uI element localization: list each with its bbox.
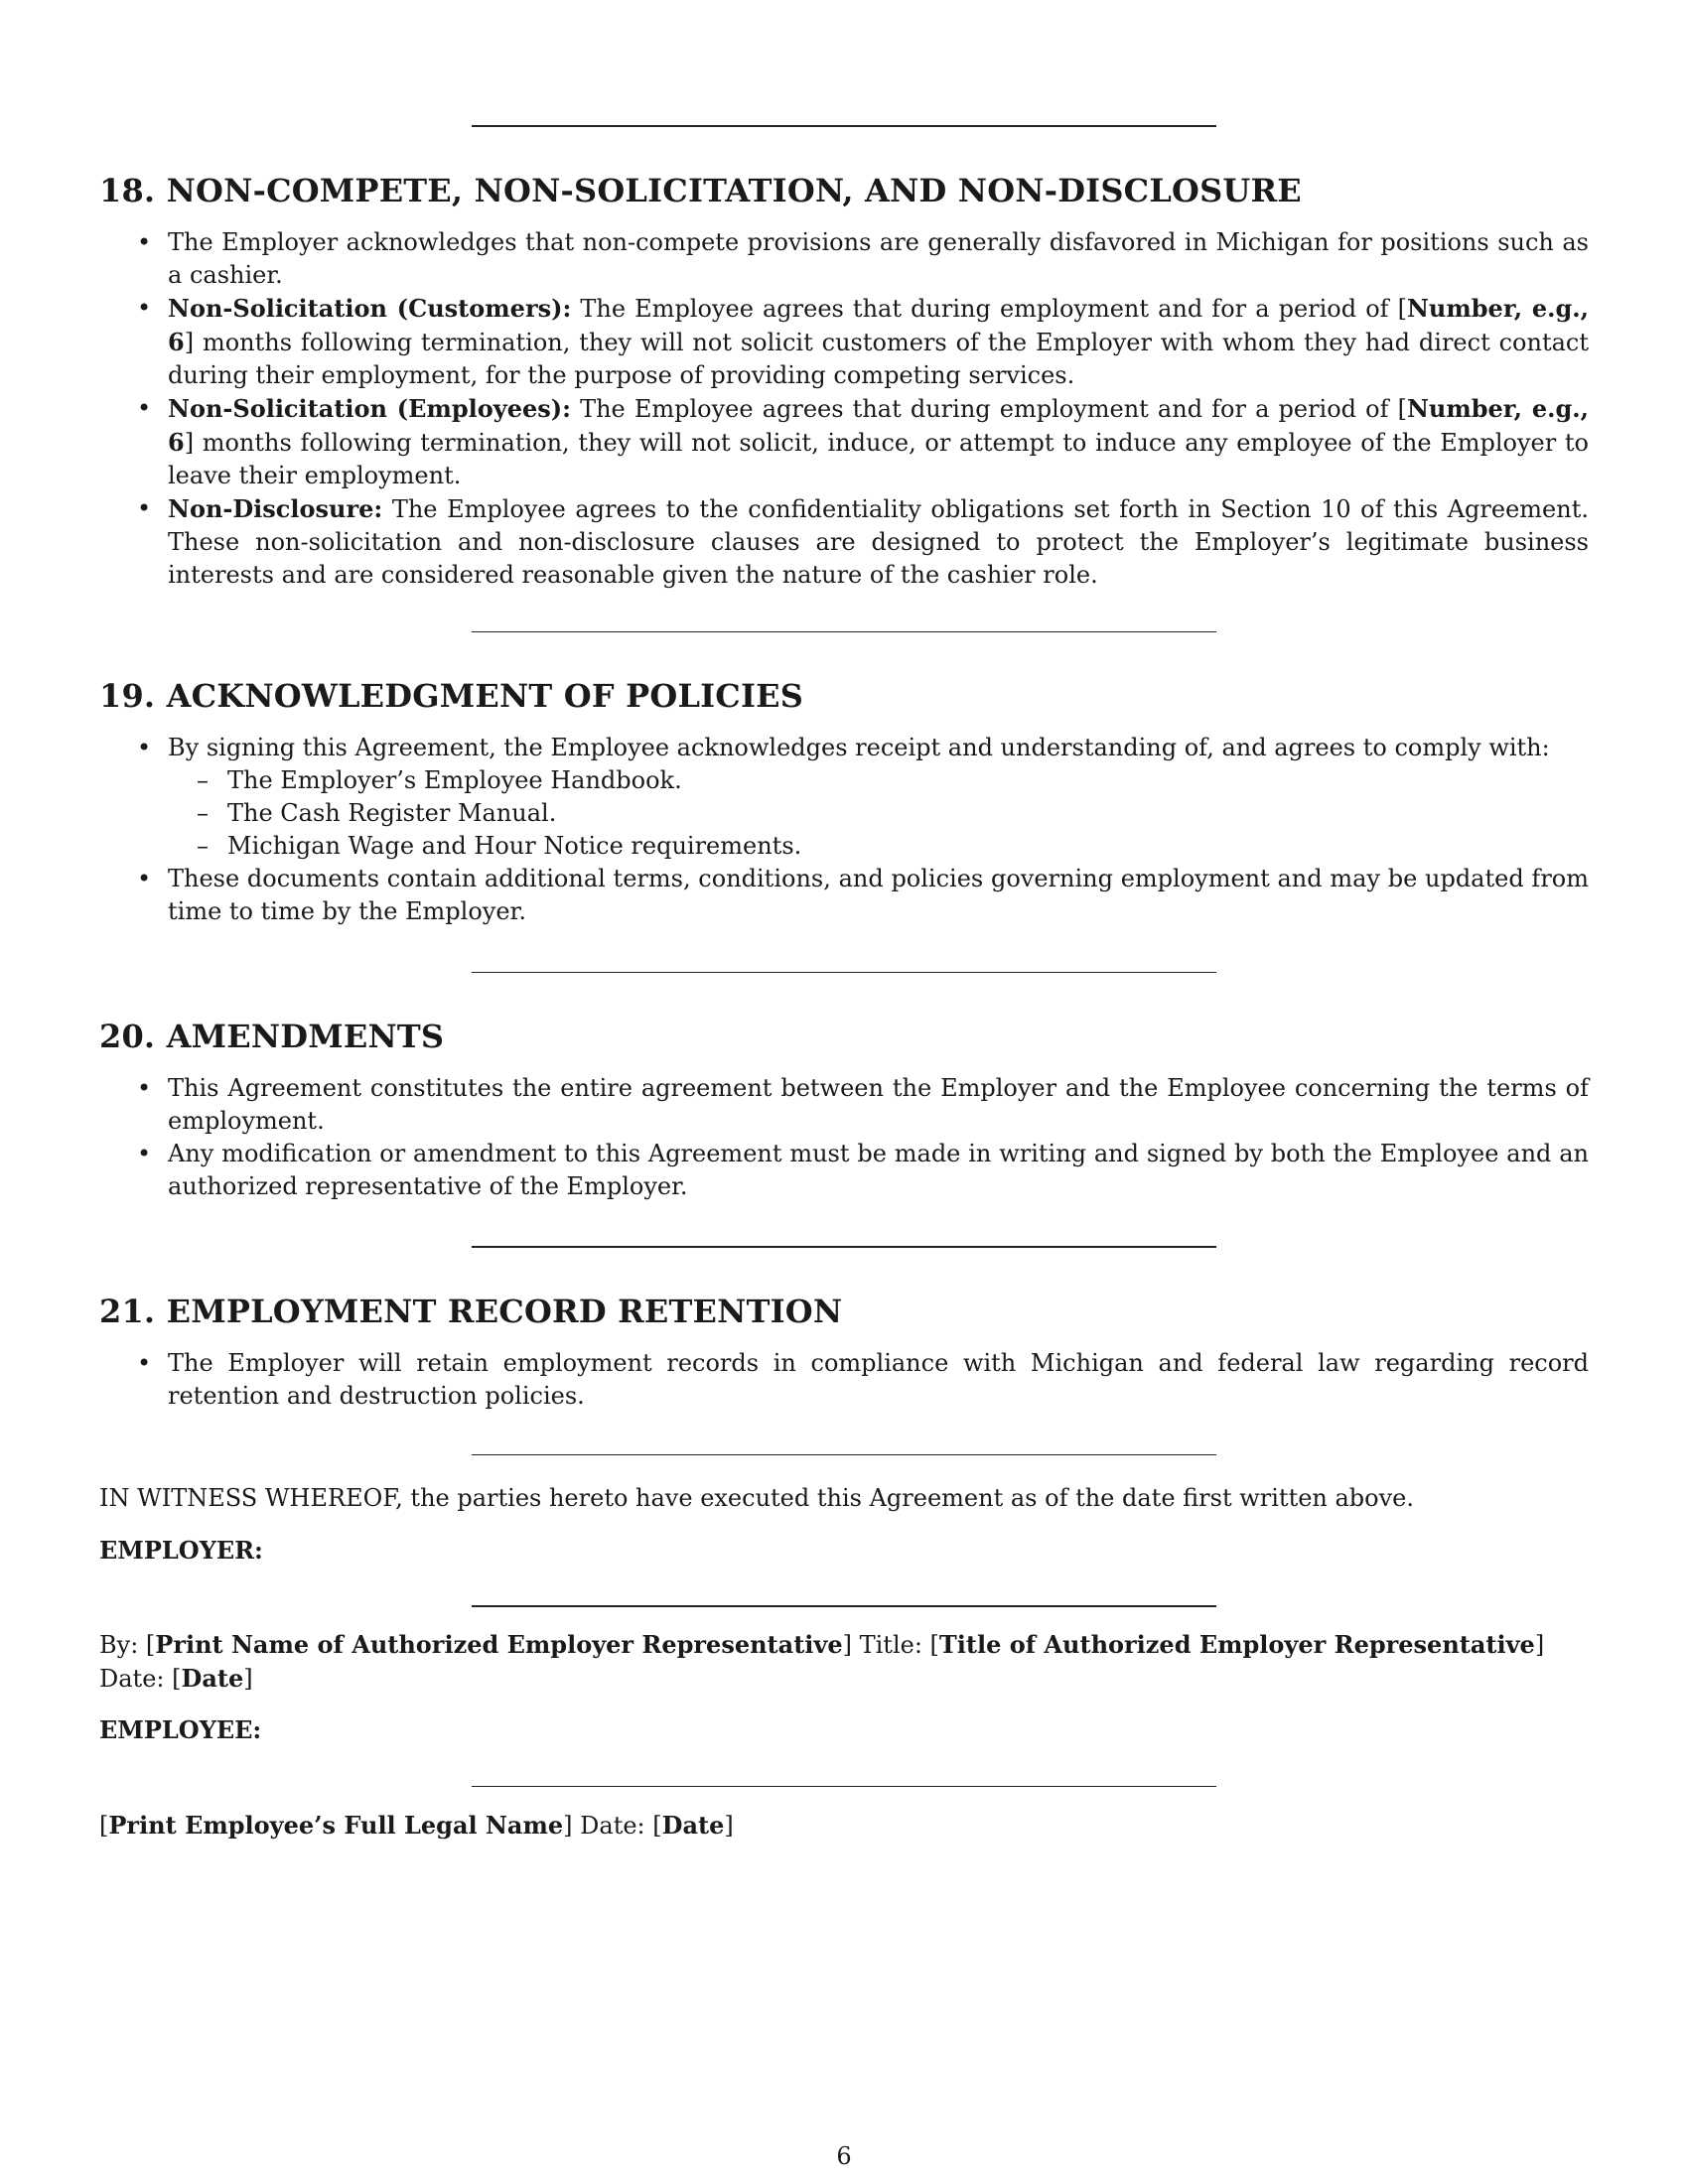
section-divider — [472, 1454, 1216, 1455]
employer-name-placeholder: Print Name of Authorized Employer Representative — [155, 1630, 843, 1659]
placeholder-field: Number, e.g., 6 — [168, 394, 1589, 457]
employer-signature-line — [472, 1605, 1216, 1607]
list-item — [99, 1138, 1589, 1203]
list-item — [99, 226, 1589, 292]
list-item — [99, 732, 1589, 863]
list-item — [99, 863, 1589, 928]
employee-label: EMPLOYEE: — [99, 1715, 262, 1744]
sub-list-item: – The Cash Register Manual. — [168, 797, 1589, 830]
sub-list-item: – Michigan Wage and Hour Notice requirements. — [168, 830, 1589, 863]
section-divider — [472, 631, 1216, 632]
employer-signature-block: By: [Print Name of Authorized Employer Representative] Title: [Title of Authorized Employer Representative] Date: [Date] — [99, 1630, 1545, 1693]
employee-signature-line — [472, 1786, 1216, 1787]
bullet-text: Any modification or amendment to this Agreement must be made in writing and signed by both the Employee and an authorized representative of the Employer. — [168, 1140, 1589, 1200]
employee-signature-block: [Print Employee’s Full Legal Name] Date: [Date] — [99, 1811, 734, 1840]
bullet-text: ] months following termination, they will not solicit, induce, or attempt to induce any employee of the Employer to leave their employment. — [168, 429, 1589, 489]
section-21-heading: 21. EMPLOYMENT RECORD RETENTION — [99, 1293, 843, 1330]
bullet-text: The Employee agrees that during employment and for a period of [ — [570, 395, 1407, 423]
section-21-list — [99, 1347, 1589, 1413]
sub-list — [168, 764, 1589, 863]
bullet-text: ] months following termination, they will not solicit customers of the Employer with whom they had direct contact during their employment, for the purpose of providing competing services. — [168, 329, 1589, 389]
section-18-list — [99, 226, 1589, 592]
bullet-text: By signing this Agreement, the Employee acknowledges receipt and understanding of, and agrees to comply with: — [168, 734, 1550, 761]
bullet-text: The Employee agrees that during employment and for a period of [ — [571, 295, 1407, 323]
list-item — [99, 292, 1589, 392]
bullet-text: These documents contain additional terms, conditions, and policies governing employment and may be updated from time to time by the Employer. — [168, 865, 1589, 925]
date-label: Date: — [572, 1812, 653, 1840]
clause-label: Non-Solicitation (Customers): — [168, 294, 572, 323]
employer-label: EMPLOYER: — [99, 1536, 263, 1565]
list-item — [99, 1072, 1589, 1138]
clause-label: Non-Solicitation (Employees): — [168, 394, 571, 423]
section-20-heading: 20. AMENDMENTS — [99, 1018, 445, 1055]
date-label: Date: — [99, 1665, 173, 1693]
section-divider — [472, 972, 1216, 973]
section-20-list — [99, 1072, 1589, 1203]
bullet-text: The Employer will retain employment records in compliance with Michigan and federal law regarding record retention and destruction policies. — [168, 1349, 1589, 1410]
section-18-heading: 18. NON-COMPETE, NON-SOLICITATION, AND NON-DISCLOSURE — [99, 172, 1302, 209]
employee-date-placeholder: Date — [661, 1811, 725, 1840]
clause-label: Non-Disclosure: — [168, 494, 383, 523]
title-label: Title: — [851, 1631, 930, 1659]
bullet-text: This Agreement constitutes the entire agreement between the Employer and the Employee concerning the terms of employment. — [168, 1074, 1589, 1135]
page-number: 6 — [836, 2142, 852, 2170]
by-label: By: — [99, 1631, 146, 1659]
witness-statement: IN WITNESS WHEREOF, the parties hereto have executed this Agreement as of the date first written above. — [99, 1484, 1415, 1512]
section-divider — [472, 1246, 1216, 1248]
employer-date-placeholder: Date — [181, 1664, 244, 1693]
section-19-list — [99, 732, 1589, 928]
section-divider — [472, 125, 1216, 127]
placeholder-field: Number, e.g., 6 — [168, 294, 1589, 356]
list-item — [99, 1347, 1589, 1413]
bullet-text: The Employer acknowledges that non-compete provisions are generally disfavored in Michigan for positions such as a cashier. — [168, 228, 1589, 289]
list-item — [99, 392, 1589, 492]
employer-title-placeholder: Title of Authorized Employer Representative — [938, 1630, 1535, 1659]
bullet-text: The Employee agrees to the confidentiality obligations set forth in Section 10 of this Agreement. These non-solicitation and non-disclosure clauses are designed to protect the Employer’s legitimate business interests and are considered reasonable given the nature of the cashier role. — [168, 495, 1589, 589]
list-item — [99, 492, 1589, 592]
section-19-heading: 19. ACKNOWLEDGMENT OF POLICIES — [99, 677, 804, 715]
employee-name-placeholder: Print Employee’s Full Legal Name — [108, 1811, 564, 1840]
sub-list-item: – The Employer’s Employee Handbook. — [168, 764, 1589, 797]
